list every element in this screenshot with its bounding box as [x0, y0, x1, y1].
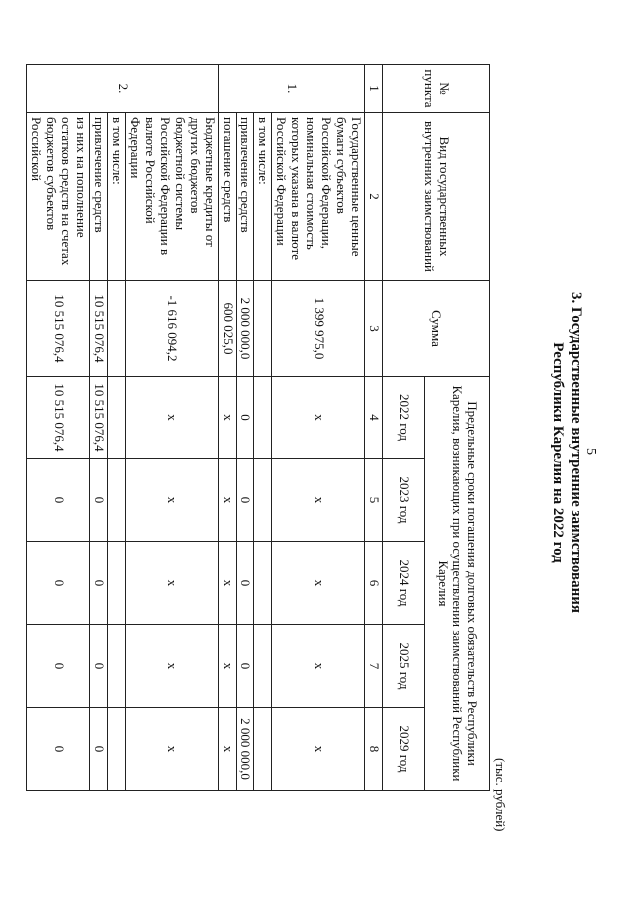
year-cell: 0 — [90, 542, 108, 625]
year-cell: 10 515 076,4 — [90, 377, 108, 459]
column-number: 3 — [365, 281, 383, 377]
column-number: 2 — [365, 113, 383, 281]
column-number: 8 — [365, 708, 383, 791]
header-year: 2029 год — [383, 708, 425, 791]
year-cell: 0 — [90, 708, 108, 791]
year-cell: х — [272, 542, 365, 625]
header-item-number: № пункта — [383, 65, 490, 113]
header-year: 2024 год — [383, 542, 425, 625]
header-year: 2025 год — [383, 625, 425, 708]
sum-cell: 10 515 076,4 — [90, 281, 108, 377]
page-number: 5 — [583, 448, 598, 455]
unit-label: (тыс. рублей) — [493, 758, 508, 832]
sum-cell: 10 515 076,4 — [27, 281, 90, 377]
section-title: 3. Государственные внутренние заимствования — [568, 291, 584, 614]
year-cell: х — [218, 377, 236, 459]
including-label: в том числе: — [254, 113, 272, 281]
sum-cell: -1 616 094,2 — [126, 281, 219, 377]
year-cell: х — [126, 459, 219, 542]
table-row — [90, 65, 108, 791]
year-cell: 0 — [236, 625, 254, 708]
year-cell: х — [126, 542, 219, 625]
header-repayment-terms: Предельные сроки погашения долговых обязательств Республики Карелия, возникающих при осуществлении заимствований Республики Карелия — [425, 377, 490, 791]
year-cell: 0 — [90, 625, 108, 708]
year-cell: х — [126, 625, 219, 708]
table-row — [218, 65, 236, 791]
year-cell: х — [218, 542, 236, 625]
column-number: 7 — [365, 625, 383, 708]
table-row-section1 — [272, 65, 365, 791]
borrowing-type: привлечение средств — [236, 113, 254, 281]
year-cell: 0 — [27, 708, 90, 791]
table-row-incl — [108, 65, 126, 791]
section-subtitle: Республики Карелия на 2022 год — [550, 342, 566, 563]
year-cell: 0 — [27, 625, 90, 708]
borrowing-type: Бюджетные кредиты от других бюджетов бюджетной системы Российской Федерации в валюте Российской Федерации — [126, 113, 219, 281]
borrowing-type: из них на пополнение остатков средств на счетах бюджетов субъектов Российской — [27, 113, 90, 281]
column-number: 6 — [365, 542, 383, 625]
header-row-1 — [425, 65, 490, 791]
year-cell: 0 — [236, 542, 254, 625]
borrowing-type: Государственные ценные бумаги субъектов Российской Федерации, номинальная стоимость которых указана в валюте Российской Федерации — [272, 113, 365, 281]
item-number: 1. — [218, 65, 364, 113]
table-row — [236, 65, 254, 791]
year-cell: х — [218, 708, 236, 791]
year-cell: х — [126, 708, 219, 791]
borrowing-type: привлечение средств — [90, 113, 108, 281]
sum-cell: 1 399 975,0 — [272, 281, 365, 377]
year-cell: 0 — [236, 459, 254, 542]
year-cell: х — [126, 377, 219, 459]
year-cell: 0 — [27, 459, 90, 542]
table-row — [27, 65, 90, 791]
sum-cell: 600 025,0 — [218, 281, 236, 377]
year-cell: х — [272, 625, 365, 708]
item-number: 2. — [27, 65, 218, 113]
year-cell: х — [272, 708, 365, 791]
header-sum: Сумма — [383, 281, 490, 377]
table-row-incl — [254, 65, 272, 791]
year-cell: 0 — [90, 459, 108, 542]
year-cell: 0 — [27, 542, 90, 625]
column-number: 1 — [365, 65, 383, 113]
header-year: 2023 год — [383, 459, 425, 542]
year-cell: х — [272, 459, 365, 542]
year-cell: х — [218, 459, 236, 542]
including-label: в том числе: — [108, 113, 126, 281]
table-row-section2 — [126, 65, 219, 791]
borrowings-table — [26, 64, 490, 791]
year-cell: х — [272, 377, 365, 459]
column-number-row — [365, 65, 383, 791]
column-number: 5 — [365, 459, 383, 542]
header-year: 2022 год — [383, 377, 425, 459]
year-cell: 0 — [236, 377, 254, 459]
sum-cell: 2 000 000,0 — [236, 281, 254, 377]
year-cell: 10 515 076,4 — [27, 377, 90, 459]
borrowing-type: погашение средств — [218, 113, 236, 281]
year-cell: 2 000 000,0 — [236, 708, 254, 791]
column-number: 4 — [365, 377, 383, 459]
year-cell: х — [218, 625, 236, 708]
header-borrowing-type: Вид государственных внутренних заимствований — [383, 113, 490, 281]
